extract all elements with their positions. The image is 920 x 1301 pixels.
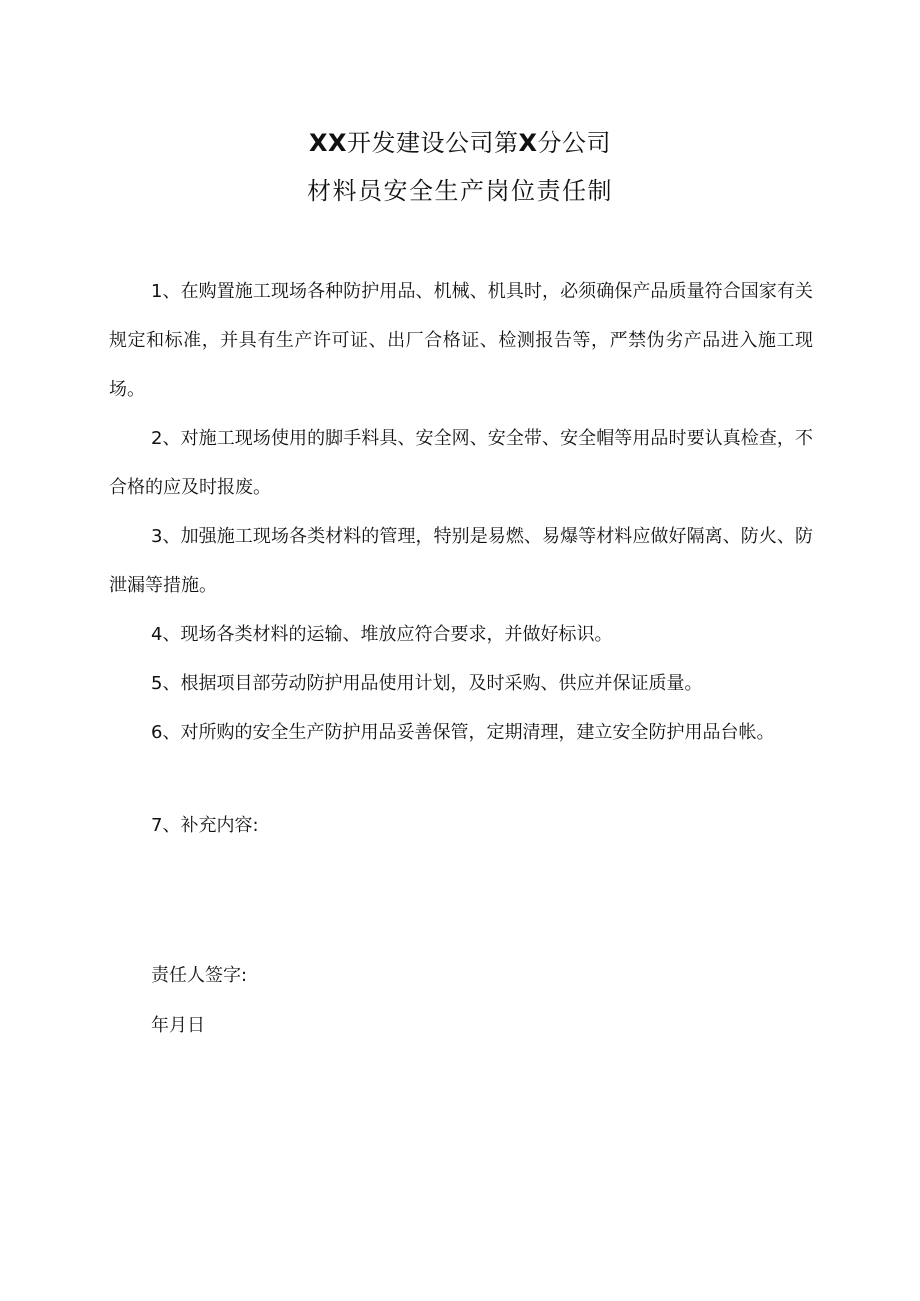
document-title: 材料员安全生产岗位责任制 (307, 177, 613, 205)
supplement-label: 7、补充内容: (151, 815, 259, 836)
responsibility-item-1: 1、在购置施工现场各种防护用品、机械、机具时，必须确保产品质量符合国家有关规定和标准，并具有生产许可证、出厂合格证、检测报告等，严禁伪劣产品进入施工现场。 (109, 281, 813, 400)
date-label: 年月日 (151, 1015, 205, 1036)
responsibility-list (109, 267, 813, 757)
responsibility-item-6: 6、对所购的安全生产防护用品妥善保管，定期清理，建立安全防护用品台帐。 (151, 722, 775, 743)
responsibility-item-3: 3、加强施工现场各类材料的管理，特别是易燃、易爆等材料应做好隔离、防火、防泄漏等措施。 (109, 526, 813, 596)
signature-label: 责任人签字: (151, 965, 248, 986)
responsibility-item-4: 4、现场各类材料的运输、堆放应符合要求，并做好标识。 (151, 624, 613, 645)
responsibility-item-2: 2、对施工现场使用的脚手料具、安全网、安全带、安全帽等用品时要认真检查，不合格的应及时报废。 (109, 428, 813, 498)
responsibility-item-5: 5、根据项目部劳动防护用品使用计划，及时采购、供应并保证质量。 (151, 673, 703, 694)
company-title: XX开发建设公司第X分公司 (308, 129, 612, 157)
